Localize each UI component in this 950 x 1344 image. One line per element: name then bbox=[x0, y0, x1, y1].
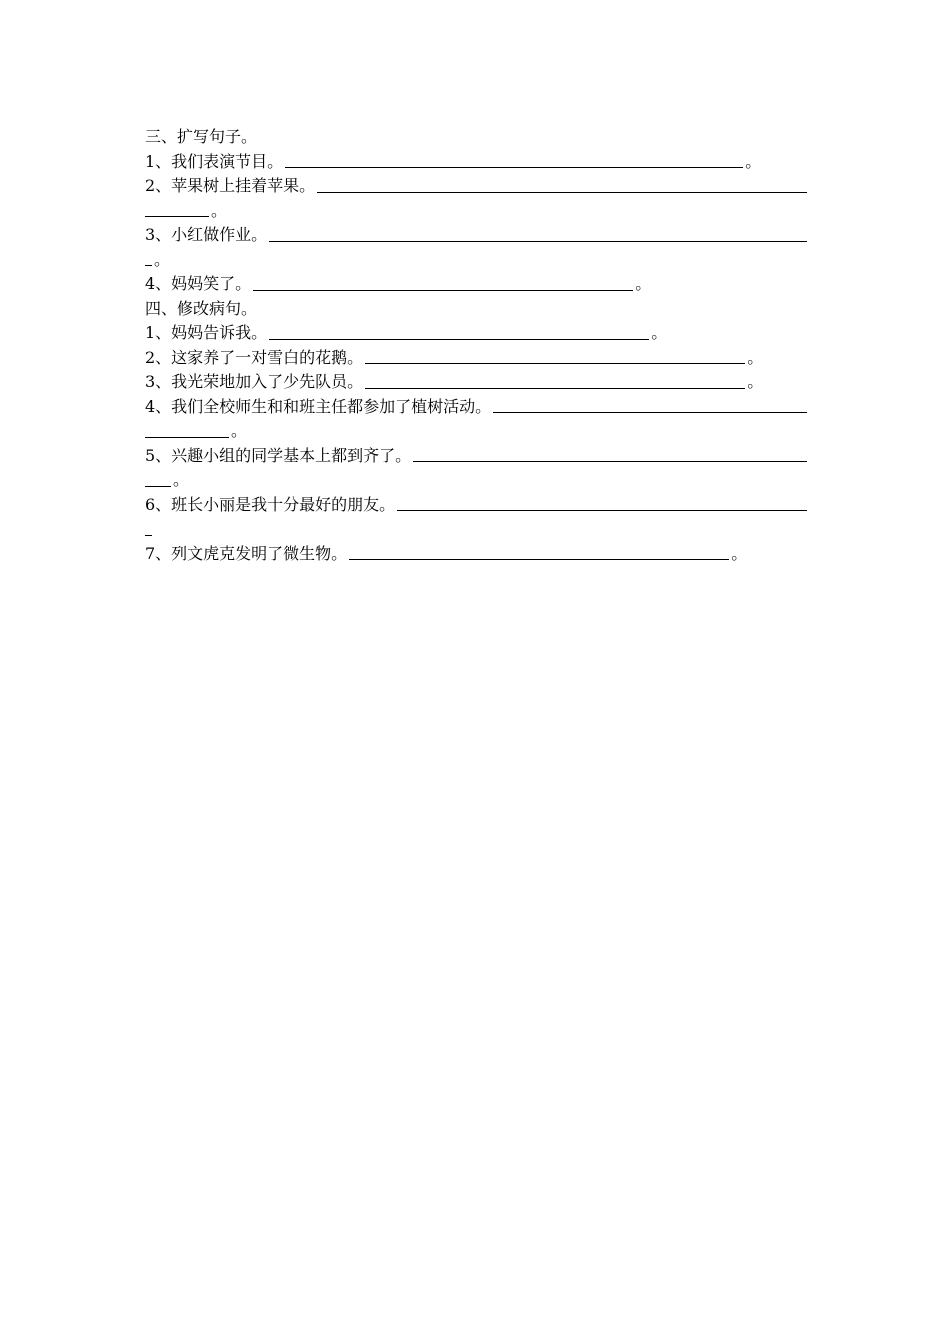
question-text: 5、兴趣小组的同学基本上都到齐了。 bbox=[145, 445, 412, 465]
question-row bbox=[145, 174, 807, 199]
question-text: 1、我们表演节目。 bbox=[145, 151, 284, 171]
question-row bbox=[145, 150, 807, 175]
question-row bbox=[145, 223, 807, 248]
answer-blank[interactable] bbox=[493, 411, 807, 413]
section-heading: 四、修改病句。 bbox=[145, 298, 258, 318]
worksheet-content bbox=[145, 125, 807, 566]
answer-blank[interactable] bbox=[413, 460, 807, 462]
answer-blank[interactable] bbox=[365, 387, 745, 389]
answer-blank[interactable] bbox=[317, 191, 807, 193]
section-heading: 三、扩写句子。 bbox=[145, 127, 258, 146]
answer-blank-continuation[interactable] bbox=[145, 264, 152, 266]
answer-blank-continuation[interactable] bbox=[145, 215, 209, 217]
question-end-mark: 。 bbox=[745, 151, 762, 171]
question-row-continuation bbox=[145, 517, 807, 542]
answer-blank[interactable] bbox=[349, 558, 729, 560]
section-heading-expand-sentences bbox=[145, 125, 807, 150]
question-text: 7、列文虎克发明了微生物。 bbox=[145, 543, 348, 563]
section-heading-fix-sentences bbox=[145, 297, 807, 322]
question-row bbox=[145, 272, 807, 297]
question-row bbox=[145, 395, 807, 420]
question-end-mark: 。 bbox=[651, 323, 668, 342]
question-row bbox=[145, 346, 807, 371]
question-end-mark: 。 bbox=[173, 470, 190, 489]
answer-blank[interactable] bbox=[269, 240, 807, 242]
question-row bbox=[145, 542, 807, 567]
question-end-mark: 。 bbox=[635, 274, 652, 293]
question-row-continuation bbox=[145, 419, 807, 444]
question-row bbox=[145, 444, 807, 469]
answer-blank[interactable] bbox=[285, 166, 743, 168]
answer-blank[interactable] bbox=[253, 289, 633, 291]
question-text: 4、妈妈笑了。 bbox=[145, 274, 252, 293]
answer-blank-continuation[interactable] bbox=[145, 436, 229, 438]
answer-blank[interactable] bbox=[397, 509, 807, 511]
question-row bbox=[145, 493, 807, 518]
question-end-mark: 。 bbox=[211, 200, 228, 220]
question-row bbox=[145, 370, 807, 395]
answer-blank[interactable] bbox=[365, 362, 745, 364]
question-end-mark: 。 bbox=[231, 421, 248, 440]
answer-blank[interactable] bbox=[269, 338, 649, 340]
question-text: 6、班长小丽是我十分最好的朋友。 bbox=[145, 494, 396, 514]
question-row-continuation bbox=[145, 468, 807, 493]
question-row-continuation bbox=[145, 248, 807, 273]
question-text: 3、小红做作业。 bbox=[145, 225, 268, 244]
question-row bbox=[145, 321, 807, 346]
question-end-mark: 。 bbox=[154, 249, 171, 269]
answer-blank-continuation[interactable] bbox=[145, 534, 152, 536]
question-row-continuation bbox=[145, 199, 807, 224]
question-text: 2、苹果树上挂着苹果。 bbox=[145, 176, 316, 195]
question-end-mark: 。 bbox=[747, 347, 764, 367]
question-text: 3、我光荣地加入了少先队员。 bbox=[145, 372, 364, 391]
question-text: 2、这家养了一对雪白的花鹅。 bbox=[145, 347, 364, 367]
question-end-mark: 。 bbox=[747, 372, 764, 391]
question-text: 1、妈妈告诉我。 bbox=[145, 323, 268, 342]
question-end-mark: 。 bbox=[731, 543, 748, 563]
answer-blank-continuation[interactable] bbox=[145, 485, 171, 487]
question-text: 4、我们全校师生和和班主任都参加了植树活动。 bbox=[145, 396, 492, 416]
